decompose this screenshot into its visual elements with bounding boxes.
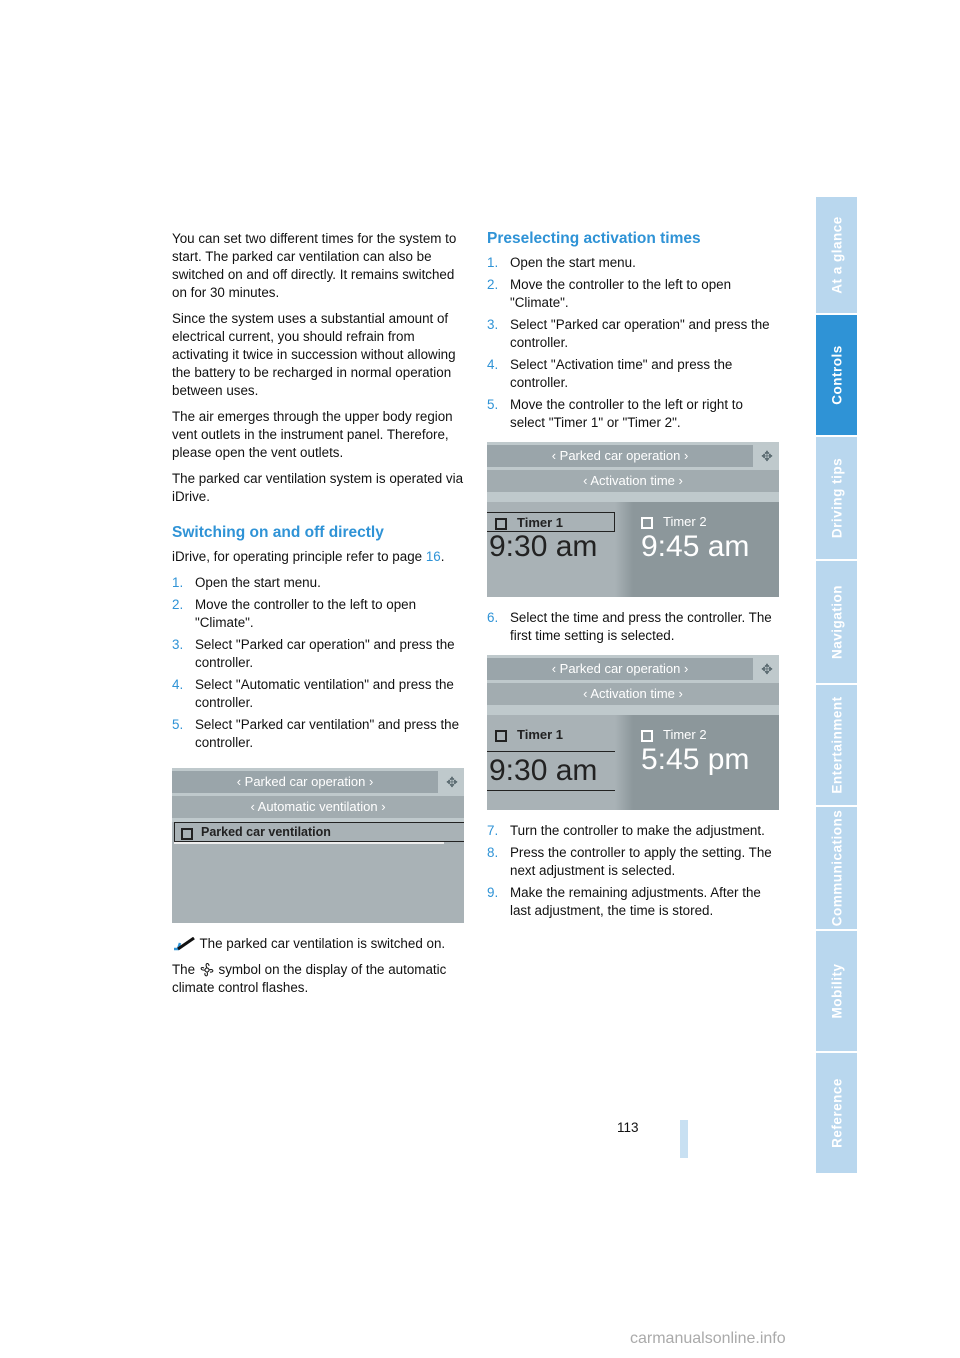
sidebar-tab-label: Communications (829, 809, 844, 927)
sidebar-tab-driving-tips[interactable] (816, 437, 857, 561)
steps-list (487, 822, 779, 920)
page-reference: iDrive, for operating principle refer to page 16. (172, 549, 445, 564)
list-item: 1. Open the start menu. (172, 575, 321, 590)
timer-1-panel[interactable]: Timer 1 9:30 am (487, 715, 615, 810)
controller-icon: ✥ (761, 661, 773, 677)
section-heading: Switching on and off directly (172, 524, 384, 541)
steps-list (487, 609, 779, 645)
checkmark-icon (172, 937, 196, 951)
sidebar-tab-at-a-glance[interactable] (816, 197, 857, 315)
section-heading: Preselecting activation times (487, 230, 701, 247)
watermark: carmanualsonline.info (630, 1330, 786, 1347)
steps-list (172, 574, 464, 752)
controller-icon: ✥ (446, 774, 458, 790)
timer-1-time: 9:30 am (489, 530, 598, 563)
sidebar-tab-label: Entertainment (829, 696, 844, 794)
list-item: 3. Select "Parked car operation" and press the controller. (172, 637, 455, 670)
checkbox-icon (495, 730, 507, 742)
left-column (172, 230, 464, 1005)
checkmark-note: The parked car ventilation is switched on. (172, 935, 464, 953)
timer-2-panel[interactable]: Timer 2 9:45 am (633, 502, 779, 597)
list-item: 4. Select "Activation time" and press the controller. (487, 357, 733, 390)
timer-2-time: 5:45 pm (641, 743, 750, 776)
list-item: 9. Make the remaining adjustments. After the last adjustment, the time is stored. (487, 885, 761, 918)
right-column (487, 230, 779, 928)
page-number: 113 (617, 1120, 639, 1135)
sidebar-tab-label: Reference (829, 1078, 844, 1148)
list-item: 5. Select "Parked car ventilation" and press the controller. (172, 717, 460, 750)
controller-icon: ✥ (761, 448, 773, 464)
steps-list (487, 254, 779, 432)
option-parked-car-ventilation[interactable]: Parked car ventilation (174, 822, 464, 842)
divider (615, 715, 633, 810)
list-item: 2. Move the controller to the left to open "Climate". (172, 597, 417, 630)
fan-icon (199, 962, 215, 978)
sidebar-tab-entertainment[interactable] (816, 685, 857, 807)
sidebar-tab-label: At a glance (829, 216, 844, 294)
sidebar-tab-label: Mobility (829, 963, 844, 1019)
menu-bar-parked-car-operation: ‹ Parked car operation › (172, 771, 438, 793)
menu-bar-activation-time: ‹ Activation time › (487, 683, 779, 705)
list-item: 7. Turn the controller to make the adjustment. (487, 823, 765, 838)
timer-1-time-selected[interactable]: 9:30 am (487, 751, 618, 791)
intro-paragraph: The air emerges through the upper body region vent outlets in the instrument panel. Therefore, please open the vent outlets. (172, 409, 453, 460)
divider (615, 502, 633, 597)
list-item: 6. Select the time and press the controller. The first time setting is selected. (487, 610, 772, 643)
sidebar-tab-communications[interactable] (816, 807, 857, 931)
menu-bar-parked-car-operation: ‹ Parked car operation › (487, 445, 753, 467)
timer-1-panel[interactable]: Timer 1 9:30 am (487, 502, 615, 597)
checkbox-icon (181, 828, 193, 840)
checkbox-icon (641, 730, 653, 742)
list-item: 1. Open the start menu. (487, 255, 636, 270)
sidebar-tab-label: Navigation (829, 584, 844, 660)
checkbox-icon (641, 517, 653, 529)
idrive-screen-timers-1 (487, 442, 779, 597)
list-item: 5. Move the controller to the left or right to select "Timer 1" or "Timer 2". (487, 397, 743, 430)
intro-paragraph: The parked car ventilation system is operated via iDrive. (172, 471, 464, 504)
list-item: 2. Move the controller to the left to open "Climate". (487, 277, 732, 310)
intro-paragraph: You can set two different times for the system to start. The parked car ventilation can also be switched on and off directly. It remains switched on for 30 minutes. (172, 231, 457, 300)
sidebar-tab-label: Controls (829, 345, 844, 405)
list-item: 8. Press the controller to apply the setting. The next adjustment is selected. (487, 845, 772, 878)
menu-bar-automatic-ventilation: ‹ Automatic ventilation › (172, 796, 464, 818)
timer-2-panel[interactable]: Timer 2 5:45 pm (633, 715, 779, 810)
menu-bar-parked-car-operation: ‹ Parked car operation › (487, 658, 753, 680)
checkbox-icon (495, 518, 507, 530)
divider (174, 842, 444, 844)
sidebar-tab-mobility[interactable] (816, 931, 857, 1053)
sidebar-tab-controls[interactable] (816, 315, 857, 437)
idrive-screen-ventilation (172, 768, 464, 923)
intro-paragraph: Since the system uses a substantial amount of electrical current, you should refrain from activating it twice in succession without allowing the battery to be recharged in normal operation between uses. (172, 311, 456, 398)
page-marker (680, 1120, 688, 1158)
list-item: 4. Select "Automatic ventilation" and press the controller. (172, 677, 454, 710)
chapter-sidebar (816, 197, 857, 1175)
sidebar-tab-reference[interactable] (816, 1053, 857, 1175)
sidebar-tab-label: Driving tips (829, 457, 844, 539)
idrive-screen-timers-2 (487, 655, 779, 810)
sidebar-tab-navigation[interactable] (816, 561, 857, 685)
menu-bar-activation-time: ‹ Activation time › (487, 470, 779, 492)
page-link[interactable]: 16 (425, 549, 441, 564)
list-item: 3. Select "Parked car operation" and press the controller. (487, 317, 770, 350)
timer-2-time: 9:45 am (641, 530, 750, 563)
symbol-note: The symbol on the display of the automatic climate control flashes. (172, 962, 447, 995)
